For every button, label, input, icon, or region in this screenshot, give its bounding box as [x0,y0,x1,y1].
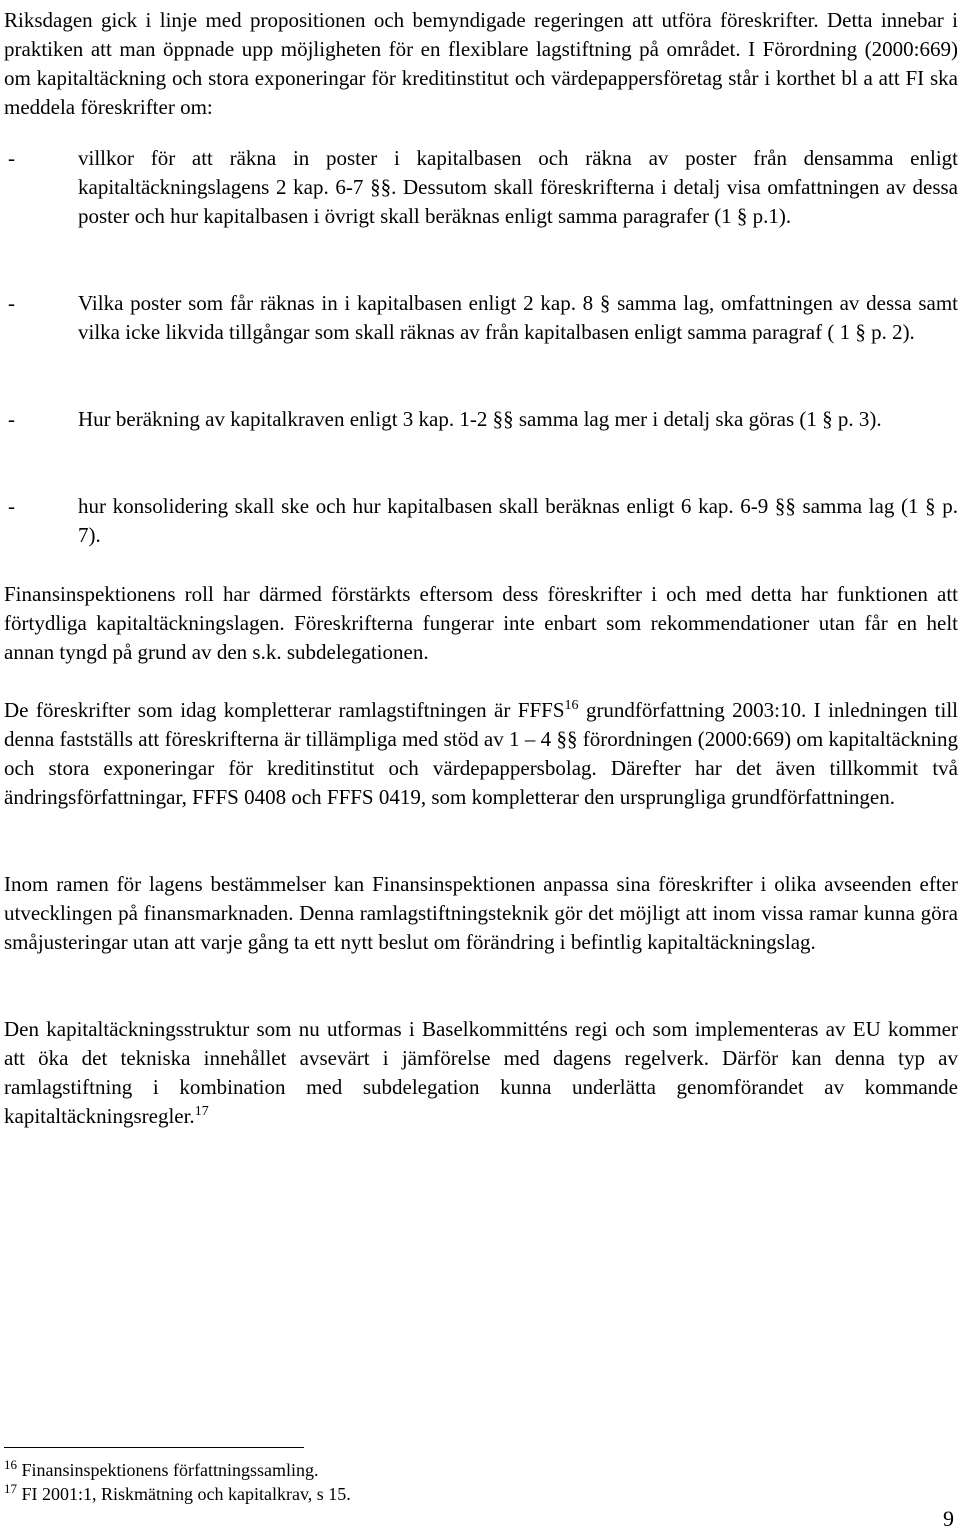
bullet-text: Hur beräkning av kapitalkraven enligt 3 kap. 1-2 §§ samma lag mer i detalj ska göras (1 § p. 3). [78,407,882,431]
bullet-dash: - [8,291,15,315]
bullet-dash: - [8,494,15,518]
footnote [4,1458,958,1482]
list-item [4,405,958,434]
paragraph-basel [4,1015,958,1131]
bullet-dash: - [8,146,15,170]
paragraph-fffs [4,696,958,812]
footnote-ref[interactable]: 16 [564,698,579,713]
bullet-text: villkor för att räkna in poster i kapitalbasen och räkna av poster från densamma enligt kapitaltäckningslagens 2 kap. 6-7 §§. Dessutom skall föreskrifterna i detalj visa omfattningen av dessa poster och hur kapitalbasen i övrigt skall beräknas enligt samma paragrafer (1 § p.1). [78,146,958,228]
footnote [4,1482,958,1506]
list-item [4,492,958,550]
bullet-text: Vilka poster som får räknas in i kapitalbasen enligt 2 kap. 8 § samma lag, omfattningen av dessa samt vilka icke likvida tillgångar som skall räknas av från kapitalbasen enligt samma paragraf ( 1 § p. 2). [78,291,958,344]
list-item [4,144,958,231]
footnote-ref[interactable]: 17 [194,1104,209,1119]
paragraph-text: grundförfattning 2003:10. I inledningen till denna fastställs att föreskrifterna är tillämpliga med stöd av 1 – 4 §§ förordningen (2000:669) om kapitaltäckning och stora exponeringar för kreditinstitut och värdepappersbolag. Därefter har det även tillkommit två ändringsförfattningar, FFFS 0408 och FFFS 0419, som kompletterar den ursprungliga grundförfattningen. [4,698,958,809]
footnotes [4,1458,958,1506]
paragraph-ramlag: Inom ramen för lagens bestämmelser kan Finansinspektionen anpassa sina föreskrifter i olika avseenden efter utvecklingen på finansmarknaden. Denna ramlagstiftningsteknik gör det möjligt att inom vissa ramar kunna göra småjusteringar utan att varje gång ta ett nytt beslut om förändring i befintlig kapitaltäckningslag. [4,872,958,954]
paragraph-text: Den kapitaltäckningsstruktur som nu utformas i Baselkommitténs regi och som implementeras av EU kommer att öka det tekniska innehållet avsevärt i jämförelse med dagens regelverk. Därför kan denna typ av ramlagstiftning i kombination med subdelegation kunna underlätta genomförandet av kommande kapitaltäckningsregler. [4,1017,958,1128]
bullet-dash: - [8,407,15,431]
paragraph-fi-role: Finansinspektionens roll har därmed förstärkts eftersom dess föreskrifter i och med detta har funktionen att förtydliga kapitaltäckningslagen. Föreskrifterna fungerar inte enbart som rekommendationer utan får en helt annan tyngd på grund av den s.k. subdelegationen. [4,582,958,664]
paragraph-text: De föreskrifter som idag kompletterar ramlagstiftningen är FFFS [4,698,565,722]
footnote-number: 16 [4,1457,17,1472]
footnote-divider [4,1447,304,1448]
footnote-number: 17 [4,1481,17,1496]
list-item [4,289,958,347]
page-number: 9 [943,1506,954,1531]
footnote-text: FI 2001:1, Riskmätning och kapitalkrav, s 15. [17,1484,351,1504]
footnote-text: Finansinspektionens författningssamling. [17,1460,319,1480]
bullet-text: hur konsolidering skall ske och hur kapitalbasen skall beräknas enligt 6 kap. 6-9 §§ samma lag (1 § p. 7). [78,494,958,547]
intro-paragraph: Riksdagen gick i linje med propositionen och bemyndigade regeringen att utföra föreskrifter. Detta innebar i praktiken att man öppnade upp möjligheten för en flexiblare lagstiftning på området. I Förordning (2000:669) om kapitaltäckning och stora exponeringar för kreditinstitut och värdepappersföretag står i korthet bl a att FI ska meddela föreskrifter om: [4,8,958,119]
